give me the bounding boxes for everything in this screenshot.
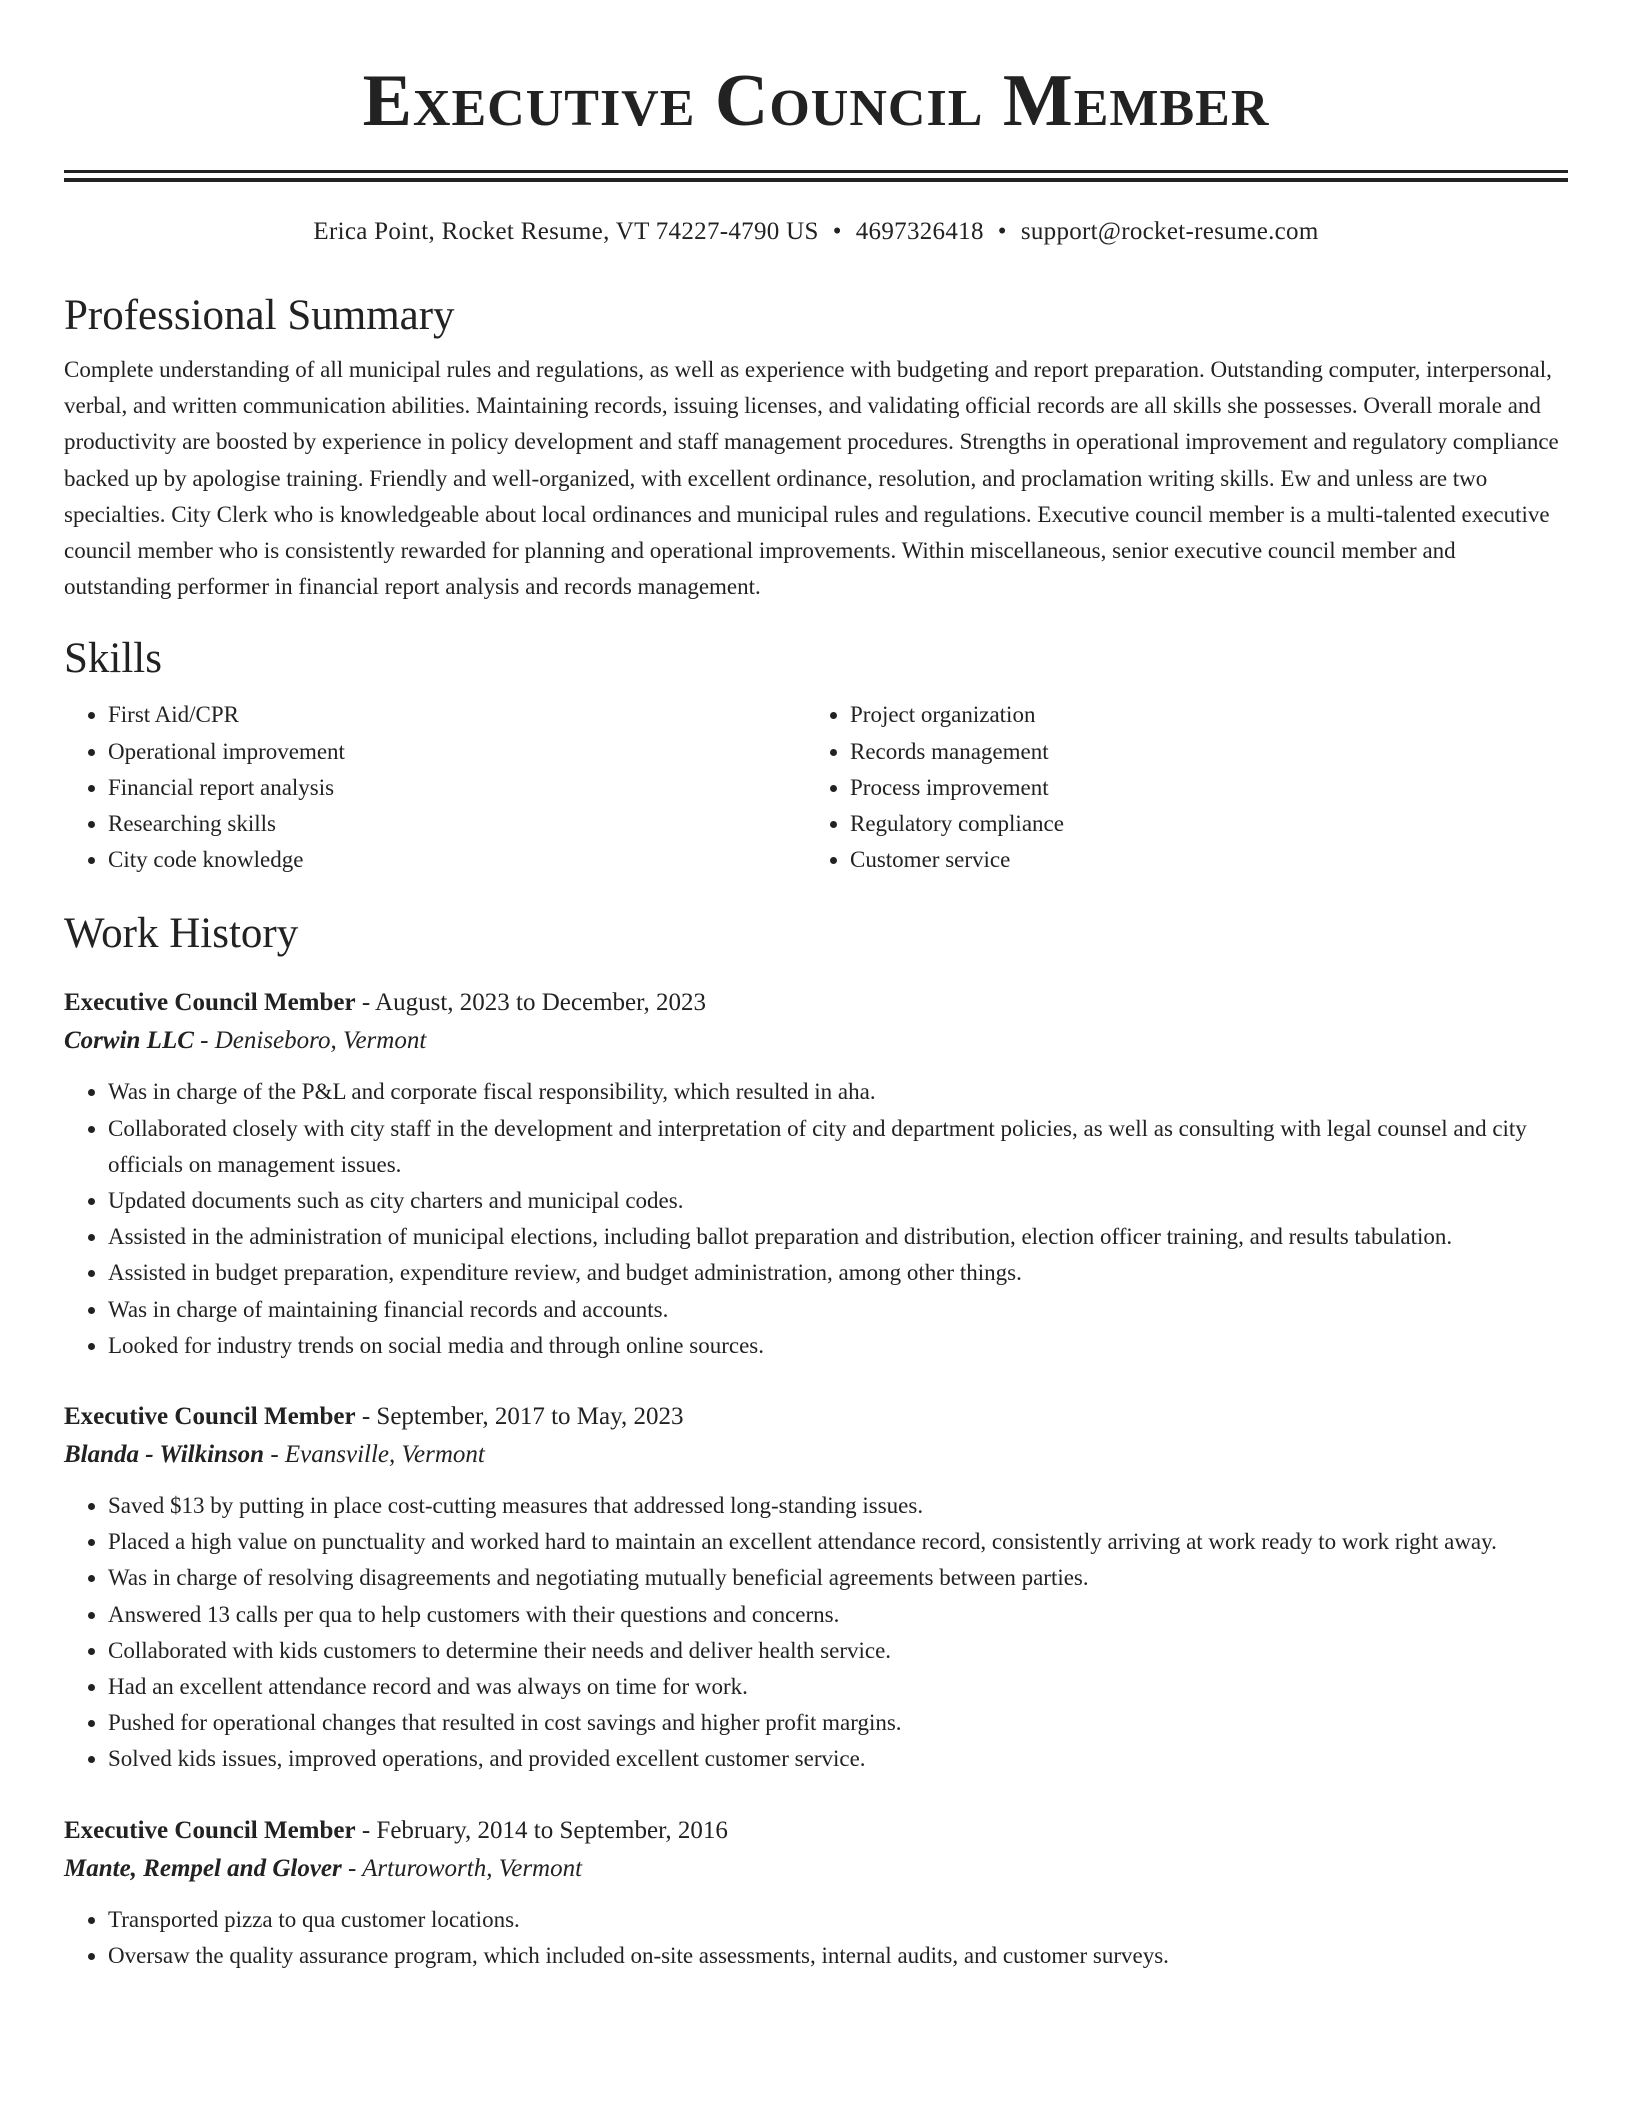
title-double-rule (64, 170, 1568, 182)
job-dates: - August, 2023 to December, 2023 (355, 989, 706, 1017)
skill-item: • Customer service (850, 842, 1548, 878)
skill-item: • Records management (850, 734, 1548, 770)
job-entry (64, 984, 1568, 1364)
skills-list (64, 697, 1568, 878)
job-company-line (64, 1436, 1568, 1474)
skill-item: • Financial report analysis (108, 770, 806, 806)
job-bullet: • Looked for industry trends on social media and through online sources. (108, 1328, 1568, 1364)
job-bullet: • Saved $13 by putting in place cost-cutting measures that addressed long-standing issues. (108, 1488, 1568, 1524)
job-company-line (64, 1022, 1568, 1060)
job-header (64, 1812, 1568, 1850)
job-bullet: • Transported pizza to qua customer locations. (108, 1902, 1568, 1938)
job-company: Corwin LLC (64, 1027, 194, 1055)
job-bullet: • Collaborated with kids customers to determine their needs and deliver health service. (108, 1633, 1568, 1669)
job-entry (64, 1812, 1568, 1974)
contact-phone[interactable]: 4697326418 (855, 218, 984, 245)
job-bullets (64, 1488, 1568, 1778)
skill-item: • Researching skills (108, 806, 806, 842)
job-bullets (64, 1902, 1568, 1974)
section-heading-summary: Professional Summary (64, 292, 455, 339)
job-company-line (64, 1850, 1568, 1888)
section-heading-skills: Skills (64, 635, 162, 683)
job-bullet: • Collaborated closely with city staff in the development and interpretation of city and department policies, as well as consulting with legal counsel and city officials on management issues. (108, 1111, 1568, 1183)
job-entry (64, 1398, 1568, 1778)
contact-email[interactable]: support@rocket-resume.com (1020, 218, 1319, 245)
job-bullet: • Was in charge of the P&L and corporate fiscal responsibility, which resulted in aha. (108, 1074, 1568, 1110)
job-header (64, 1398, 1568, 1436)
contact-address: Erica Point, Rocket Resume, VT 74227-4790 US (313, 218, 819, 245)
job-bullet: • Had an excellent attendance record and was always on time for work. (108, 1669, 1568, 1705)
contact-line (64, 214, 1568, 250)
job-bullet: • Was in charge of resolving disagreements and negotiating mutually beneficial agreements between parties. (108, 1560, 1568, 1596)
skill-item: • First Aid/CPR (108, 697, 806, 733)
job-header (64, 984, 1568, 1022)
job-bullet: • Answered 13 calls per qua to help customers with their questions and concerns. (108, 1597, 1568, 1633)
job-location: - Deniseboro, Vermont (193, 1027, 427, 1055)
skill-item: • City code knowledge (108, 842, 806, 878)
section-heading-work-history: Work History (64, 910, 299, 958)
skill-item: • Project organization (850, 697, 1548, 733)
job-bullet: • Updated documents such as city charters and municipal codes. (108, 1183, 1568, 1219)
summary-text: Complete understanding of all municipal rules and regulations, as well as experience with budgeting and report preparation. Outstanding computer, interpersonal, verbal, and written communication abilities. Maintaining records, issuing licenses, and validating official records are all skills she possesses. Overall morale and productivity are boosted by experience in policy development and staff management procedures. Strengths in operational improvement and regulatory compliance backed up by apologise training. Friendly and well-organized, with excellent ordinance, resolution, and proclamation writing skills. Ew and unless are two specialties. City Clerk who is knowledgeable about local ordinances and municipal rules and regulations. Executive council member is a multi-talented executive council member who is consistently rewarded for planning and operational improvements. Within miscellaneous, senior executive council member and outstanding performer in financial report analysis and records management. (64, 357, 1559, 600)
job-position: Executive Council Member (64, 989, 356, 1017)
job-dates: - September, 2017 to May, 2023 (355, 1403, 684, 1431)
job-company: Mante, Rempel and Glover (64, 1854, 342, 1882)
job-bullet: • Assisted in budget preparation, expenditure review, and budget administration, among other things. (108, 1255, 1568, 1291)
job-bullet: • Assisted in the administration of municipal elections, including ballot preparation and distribution, election officer training, and results tabulation. (108, 1219, 1568, 1255)
job-bullet: • Placed a high value on punctuality and worked hard to maintain an excellent attendance record, consistently arriving at work ready to work right away. (108, 1524, 1568, 1560)
skill-item: • Operational improvement (108, 734, 806, 770)
skill-item: • Regulatory compliance (850, 806, 1548, 842)
contact-separator: • (997, 218, 1007, 245)
skills-column-right (806, 697, 1548, 878)
job-company: Blanda - Wilkinson (64, 1441, 265, 1469)
skills-column-left (64, 697, 806, 878)
job-bullets (64, 1074, 1568, 1364)
job-bullet: • Solved kids issues, improved operations, and provided excellent customer service. (108, 1741, 1568, 1777)
job-position: Executive Council Member (64, 1816, 356, 1844)
skill-item: • Process improvement (850, 770, 1548, 806)
job-bullet: • Was in charge of maintaining financial records and accounts. (108, 1292, 1568, 1328)
job-location: - Arturoworth, Vermont (341, 1854, 583, 1882)
job-location: - Evansville, Vermont (264, 1441, 485, 1469)
job-dates: - February, 2014 to September, 2016 (355, 1816, 728, 1844)
contact-separator: • (832, 218, 842, 245)
resume-title: Executive Council Member (362, 60, 1270, 142)
job-bullet: • Oversaw the quality assurance program, which included on-site assessments, internal audits, and customer surveys. (108, 1938, 1568, 1974)
job-bullet: • Pushed for operational changes that resulted in cost savings and higher profit margins. (108, 1705, 1568, 1741)
job-position: Executive Council Member (64, 1403, 356, 1431)
